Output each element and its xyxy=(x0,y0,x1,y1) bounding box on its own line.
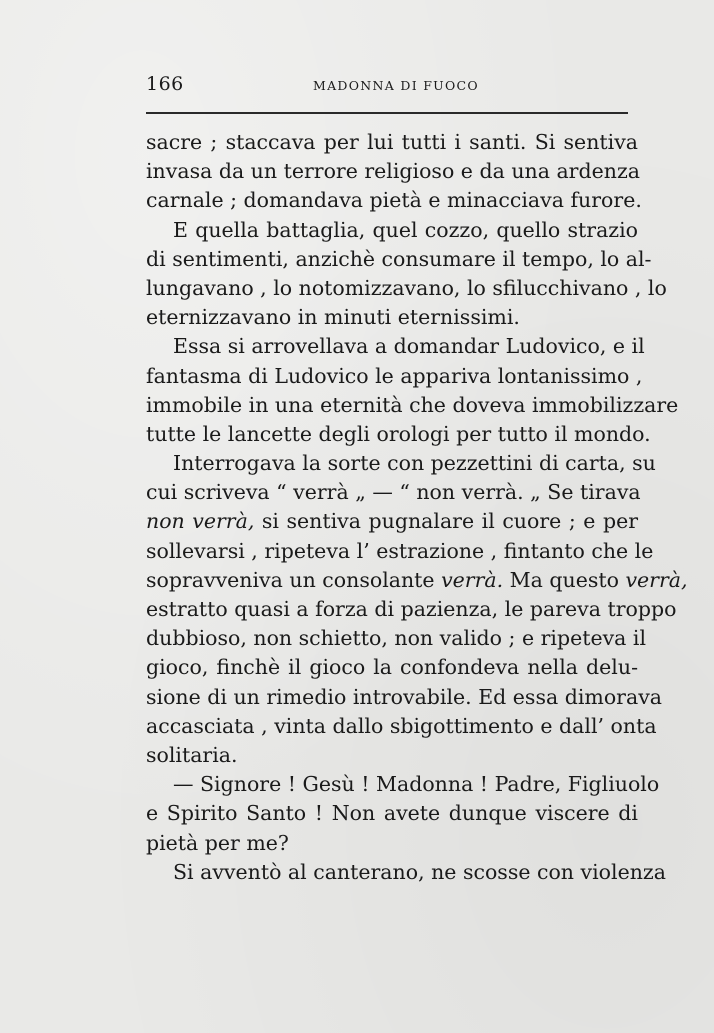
text-span: sopravveniva un consolante xyxy=(146,567,442,592)
text-line: lungavano , lo notomizzavano, lo sfilucchivano , lo xyxy=(146,275,667,300)
text-line: Si avventò al canterano, ne scosse con violenza xyxy=(173,859,666,884)
text-span: Ma questo xyxy=(503,567,626,592)
page-number: 166 xyxy=(146,73,184,95)
text-line: immobile in una eternità che doveva immobilizzare xyxy=(146,392,679,417)
header-rule xyxy=(146,112,628,114)
text-line: cui scriveva “ verrà „ — “ non verrà. „ Se tirava xyxy=(146,480,641,505)
page-header xyxy=(146,73,628,101)
text-line: di sentimenti, anzichè consumare il tempo, lo al- xyxy=(146,246,652,271)
text-line: tutte le lancette degli orologi per tutto il mondo. xyxy=(146,421,651,446)
text-line: sollevarsi , ripeteva l’ estrazione , fintanto che le xyxy=(146,538,654,563)
text-span: si sentiva pugnalare il cuore ; e per xyxy=(254,509,639,534)
italic-text: verrà, xyxy=(625,567,688,592)
text-line: invasa da un terrore religioso e da una ardenza xyxy=(146,159,640,184)
text-line: dubbioso, non schietto, non valido ; e ripeteva il xyxy=(146,626,647,651)
text-line: Interrogava la sorte con pezzettini di carta, su xyxy=(173,451,656,476)
text-line: carnale ; domandava pietà e minacciava furore. xyxy=(146,188,642,213)
text-line: gioco, finchè il gioco la confondeva nella delu- xyxy=(146,655,638,680)
text-line: E quella battaglia, quel cozzo, quello strazio xyxy=(173,217,638,242)
text-line: e Spirito Santo ! Non avete dunque viscere di xyxy=(146,801,638,826)
italic-text: verrà. xyxy=(441,567,504,592)
text-line: — Signore ! Gesù ! Madonna ! Padre, Figliuolo xyxy=(173,772,660,797)
text-line: sione di un rimedio introvabile. Ed essa dimorava xyxy=(146,684,662,709)
body-text xyxy=(146,128,688,887)
text-line: Essa si arrovellava a domandar Ludovico, e il xyxy=(173,334,645,359)
italic-text: non verrà, xyxy=(146,509,255,534)
text-line: solitaria. xyxy=(146,742,238,767)
text-line: fantasma di Ludovico le appariva lontanissimo , xyxy=(146,363,643,388)
text-line: estratto quasi a forza di pazienza, le pareva troppo xyxy=(146,597,677,621)
text-line xyxy=(146,507,638,536)
text-line: eternizzavano in minuti eternissimi. xyxy=(146,305,520,330)
text-line: sacre ; staccava per lui tutti i santi. Si sentiva xyxy=(146,130,638,154)
running-title: MADONNA DI FUOCO xyxy=(313,78,479,93)
text-line: accasciata , vinta dallo sbigottimento e dall’ onta xyxy=(146,713,657,738)
text-line: pietà per me? xyxy=(146,830,289,855)
text-line xyxy=(146,566,688,595)
